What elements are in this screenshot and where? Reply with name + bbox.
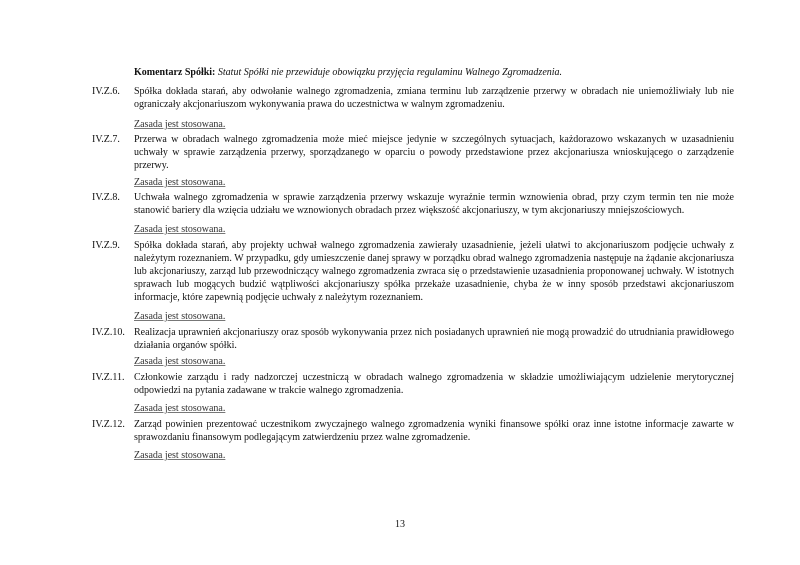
principle-text: Spółka dokłada starań, aby odwołanie walnego zgromadzenia, zmiana terminu lub zarządzenie przerwy w obradach nie uniemożliwiały lub nie ograniczały akcjonariuszom wykonywania prawa do uczestnictwa w walnym zgromadzeniu. xyxy=(134,86,734,110)
company-comment xyxy=(134,66,734,79)
principle-text: Realizacja uprawnień akcjonariuszy oraz sposób wykonywania przez nich posiadanych uprawnień nie mogą prowadzić do utrudniania prawidłowego działania organów spółki. xyxy=(134,327,734,351)
principle-status: Zasada jest stosowana. xyxy=(134,177,226,188)
principle-item xyxy=(92,239,734,304)
principle-number: IV.Z.10. xyxy=(92,327,125,338)
principle-item xyxy=(92,371,734,397)
principle-text: Uchwała walnego zgromadzenia w sprawie zarządzenia przerwy wskazuje wyraźnie termin wznowienia obrad, przy czym termin ten nie może stanowić bariery dla wzięcia udziału we wznowionych obradach przez większość akcjonariuszy, w tym akcjonariuszy mniejszościowych. xyxy=(134,192,734,216)
principle-status: Zasada jest stosowana. xyxy=(134,119,226,130)
principle-text: Zarząd powinien prezentować uczestnikom zwyczajnego walnego zgromadzenia wyniki finansowe spółki oraz inne istotne informacje zawarte w sprawozdaniu finansowym podlegającym zatwierdzeniu przez walne zgromadzenie. xyxy=(134,419,734,443)
principle-item xyxy=(92,85,734,111)
principle-text: Spółka dokłada starań, aby projekty uchwał walnego zgromadzenia zawierały uzasadnienie, jeżeli ułatwi to akcjonariuszom podjęcie uchwały z należytym rozeznaniem. W przypadku, gdy umieszczenie danej sprawy w porządku obrad walnego zgromadzenia następuje na żądanie akcjonariusza lub akcjonariuszy, zarząd lub przewodniczący walnego zgromadzenia zwraca się o przedstawienie uzasadnienia proponowanej uchwały. W istotnych sprawach lub mogących budzić wątpliwości akcjonariuszy spółka przekaże uzasadnienie, chyba że w inny sposób przedstawi akcjonariuszom informacje, które zapewnią podjęcie uchwały z należytym rozeznaniem. xyxy=(134,240,734,303)
principle-status: Zasada jest stosowana. xyxy=(134,311,226,322)
principle-status: Zasada jest stosowana. xyxy=(134,403,226,414)
principle-number: IV.Z.7. xyxy=(92,134,120,145)
principle-item xyxy=(92,133,734,172)
principle-item xyxy=(92,326,734,352)
page-number: 13 xyxy=(395,519,405,530)
principle-item xyxy=(92,418,734,444)
principle-number: IV.Z.12. xyxy=(92,419,125,430)
principle-number: IV.Z.8. xyxy=(92,192,120,203)
comment-text: Statut Spółki nie przewiduje obowiązku przyjęcia regulaminu Walnego Zgromadzenia. xyxy=(217,67,563,78)
principle-text: Przerwa w obradach walnego zgromadzenia może mieć miejsce jedynie w szczególnych sytuacjach, każdorazowo wskazanych w uzasadnieniu uchwały w sprawie zarządzenia przerwy, sporządzanego w oparciu o powody przedstawione przez akcjonariusza wnioskującego o zarządzenie przerwy. xyxy=(134,134,734,171)
principle-item xyxy=(92,191,734,217)
principle-number: IV.Z.6. xyxy=(92,86,120,97)
principle-status: Zasada jest stosowana. xyxy=(134,224,226,235)
principle-status: Zasada jest stosowana. xyxy=(134,450,226,461)
principle-number: IV.Z.11. xyxy=(92,372,125,383)
principle-text: Członkowie zarządu i rady nadzorczej uczestniczą w obradach walnego zgromadzenia w składzie umożliwiającym udzielenie merytorycznej odpowiedzi na pytania zadawane w trakcie walnego zgromadzenia. xyxy=(134,372,734,396)
principle-number: IV.Z.9. xyxy=(92,240,120,251)
principle-status: Zasada jest stosowana. xyxy=(134,356,226,367)
comment-label: Komentarz Spółki: xyxy=(134,67,216,78)
